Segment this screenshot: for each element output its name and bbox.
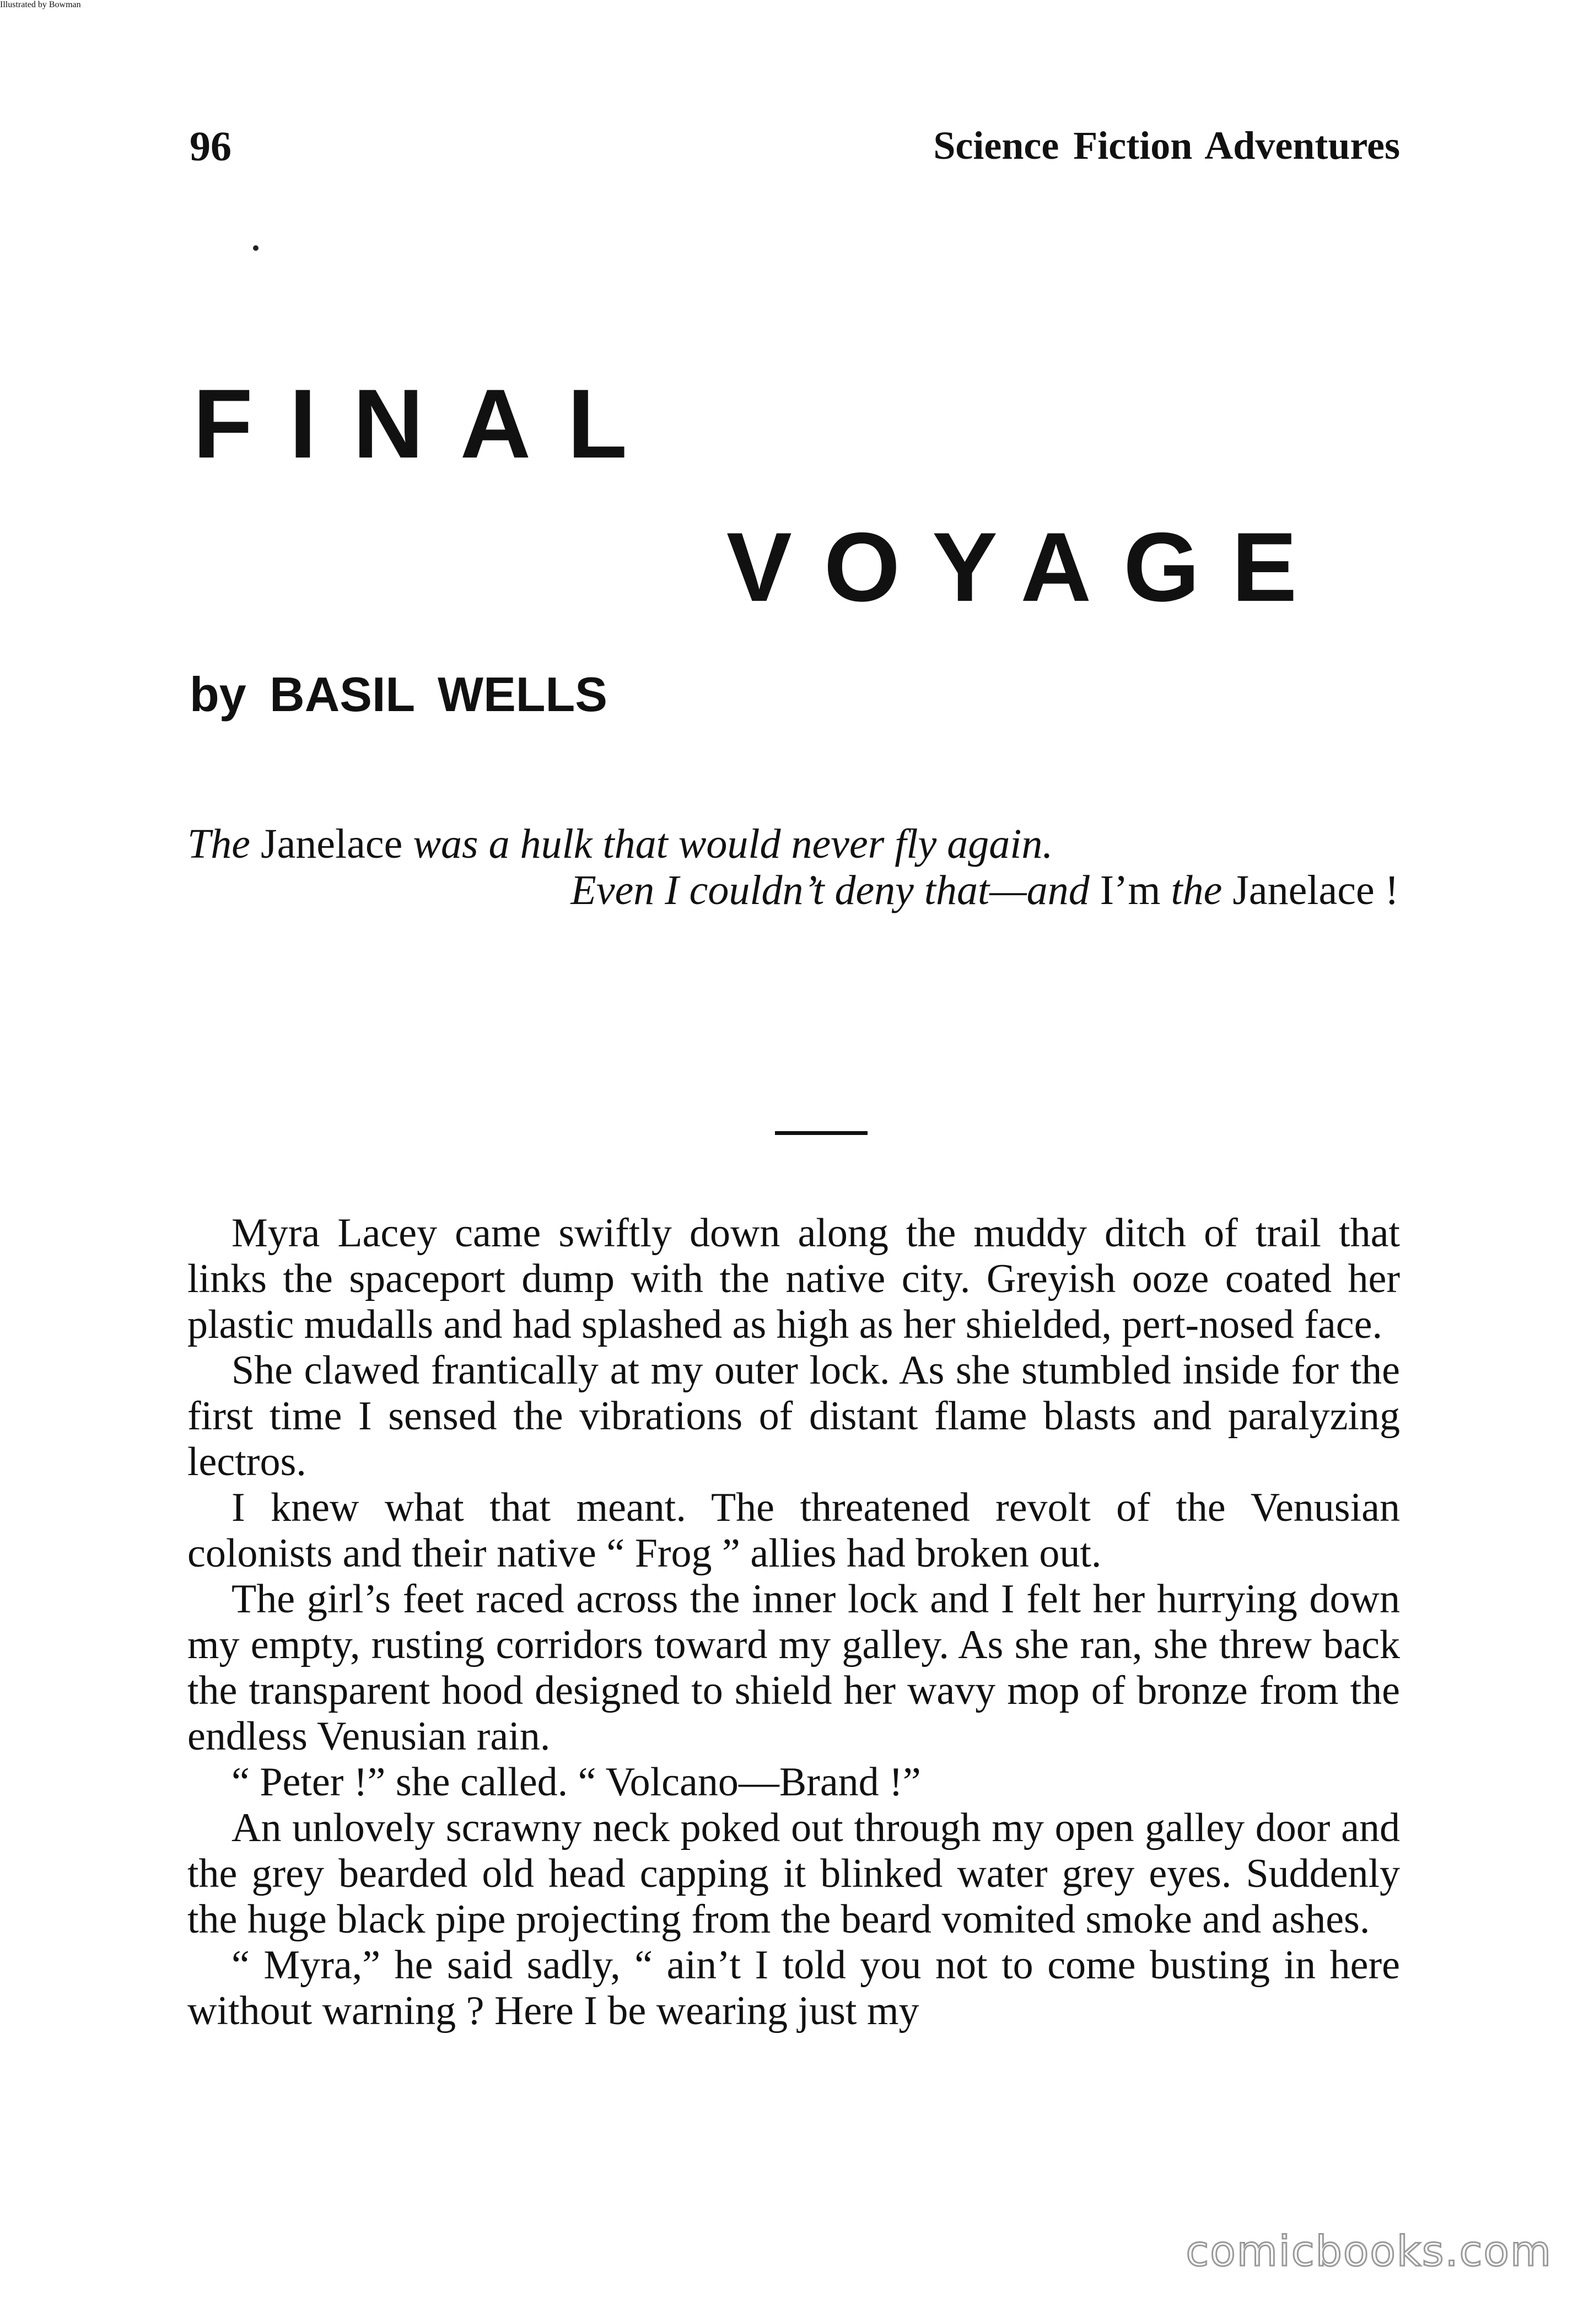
blurb-line-2 [570, 868, 1399, 914]
paragraph: Myra Lacey came swiftly down along the muddy ditch of trail that links the spaceport dump with the native city. Greyish ooze coated her plastic mudalls and had splashed as high as her shielded, pert-nosed face. [187, 1211, 1400, 1347]
story-title-line-1: FINAL [193, 369, 664, 478]
blurb-text: Even I couldn’t deny that—and [570, 867, 1090, 913]
illustrator-credit: Illustrated by Bowman [0, 0, 81, 9]
blurb-text: Janelace [250, 821, 413, 867]
paragraph: An unlovely scrawny neck poked out through my open galley door and the grey bearded old head capping it blinked water grey eyes. Suddenly the huge black pipe projecting from the beard vomited smoke and ashes. [187, 1805, 1400, 1942]
section-rule [775, 1131, 868, 1135]
blurb-text: the [1171, 867, 1223, 913]
page-number: 96 [190, 123, 231, 170]
story-body [187, 1211, 1400, 2034]
blurb-text: I’m [1089, 867, 1171, 913]
story-title-line-2: VOYAGE [726, 512, 1329, 622]
paragraph: “ Peter !” she called. “ Volcano—Brand !” [231, 1760, 921, 1805]
blurb-text: Janelace ! [1222, 867, 1399, 913]
blurb-text: was a hulk that would never fly again. [413, 821, 1053, 867]
byline: by BASIL WELLS [190, 667, 607, 722]
running-head: Science Fiction Adventures [933, 123, 1400, 168]
blurb-line-1 [187, 821, 1053, 868]
paragraph: She clawed frantically at my outer lock. As she stumbled inside for the first time I sensed the vibrations of distant flame blasts and paralyzing lectros. [187, 1348, 1400, 1484]
speck-mark [253, 245, 259, 251]
paragraph: “ Myra,” he said sadly, “ ain’t I told you not to come busting in here without warning ? Here I be wearing just my [187, 1943, 1400, 2034]
paragraph: The girl’s feet raced across the inner lock and I felt her hurrying down my empty, rusting corridors toward my galley. As she ran, she threw back the transparent hood designed to shield her wavy mop of bronze from the endless Venusian rain. [187, 1577, 1400, 1759]
watermark: comicbooks.com [1186, 2226, 1552, 2275]
blurb-text: The [187, 821, 250, 867]
paragraph: I knew what that meant. The threatened revolt of the Venusian colonists and their native “ Frog ” allies had broken out. [187, 1485, 1400, 1576]
